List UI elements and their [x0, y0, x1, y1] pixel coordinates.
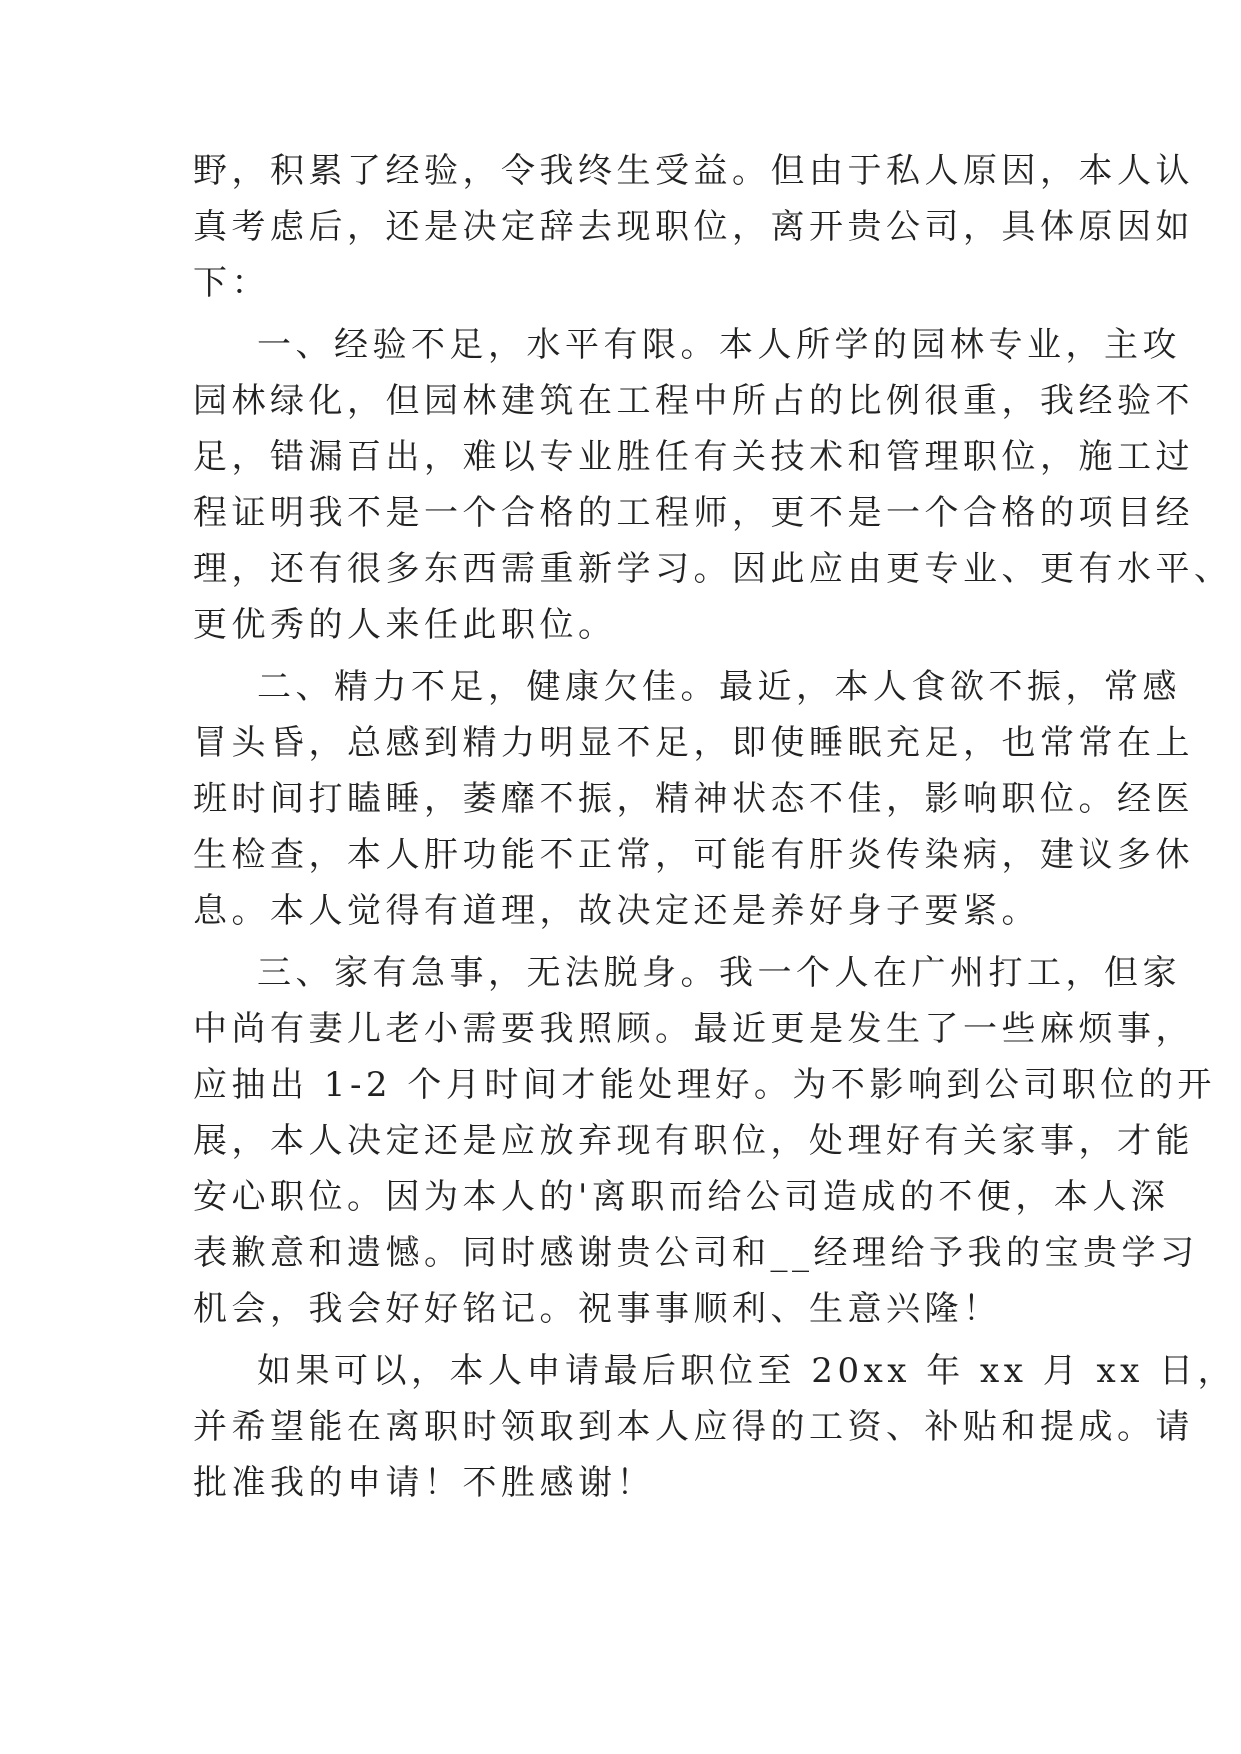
text-line: 下： [193, 263, 270, 303]
text-line: 真考虑后，还是决定辞去现职位，离开贵公司，具体原因如 [193, 207, 1194, 247]
paragraph-3-first-line: 三、家有急事，无法脱身。我一个人在广州打工，但家 [257, 953, 1181, 993]
text-line: 程证明我不是一个合格的工程师，更不是一个合格的项目经 [193, 493, 1194, 533]
text-line: 表歉意和遗憾。同时感谢贵公司和__经理给予我的宝贵学习 [193, 1233, 1199, 1273]
text-line: 园林绿化，但园林建筑在工程中所占的比例很重，我经验不 [193, 381, 1194, 421]
text-line: 安心职位。因为本人的'离职而给公司造成的不便，本人深 [193, 1177, 1170, 1217]
text-line: 并希望能在离职时领取到本人应得的工资、补贴和提成。请 [193, 1407, 1194, 1447]
text-line: 展，本人决定还是应放弃现有职位，处理好有关家事，才能 [193, 1121, 1194, 1161]
text-line: 更优秀的人来任此职位。 [193, 605, 617, 645]
text-line: 批准我的申请！不胜感谢！ [193, 1463, 655, 1503]
paragraph-4-first-line: 如果可以，本人申请最后职位至 20xx 年 xx 月 xx 日， [257, 1351, 1237, 1391]
text-line: 冒头昏，总感到精力明显不足，即使睡眠充足，也常常在上 [193, 723, 1194, 763]
text-line: 野，积累了经验，令我终生受益。但由于私人原因，本人认 [193, 151, 1194, 191]
text-line: 生检查，本人肝功能不正常，可能有肝炎传染病，建议多休 [193, 835, 1194, 875]
paragraph-2-first-line: 二、精力不足，健康欠佳。最近，本人食欲不振，常感 [257, 667, 1181, 707]
text-line: 机会，我会好好铭记。祝事事顺利、生意兴隆！ [193, 1289, 1002, 1329]
text-line: 理，还有很多东西需重新学习。因此应由更专业、更有水平、 [193, 549, 1233, 589]
text-line: 息。本人觉得有道理，故决定还是养好身子要紧。 [193, 891, 1040, 931]
text-line: 应抽出 1-2 个月时间才能处理好。为不影响到公司职位的开 [193, 1065, 1216, 1105]
paragraph-1-first-line: 一、经验不足，水平有限。本人所学的园林专业，主攻 [257, 325, 1181, 365]
text-line: 足，错漏百出，难以专业胜任有关技术和管理职位，施工过 [193, 437, 1194, 477]
text-line: 班时间打瞌睡，萎靡不振，精神状态不佳，影响职位。经医 [193, 779, 1194, 819]
text-line: 中尚有妻儿老小需要我照顾。最近更是发生了一些麻烦事， [193, 1009, 1194, 1049]
